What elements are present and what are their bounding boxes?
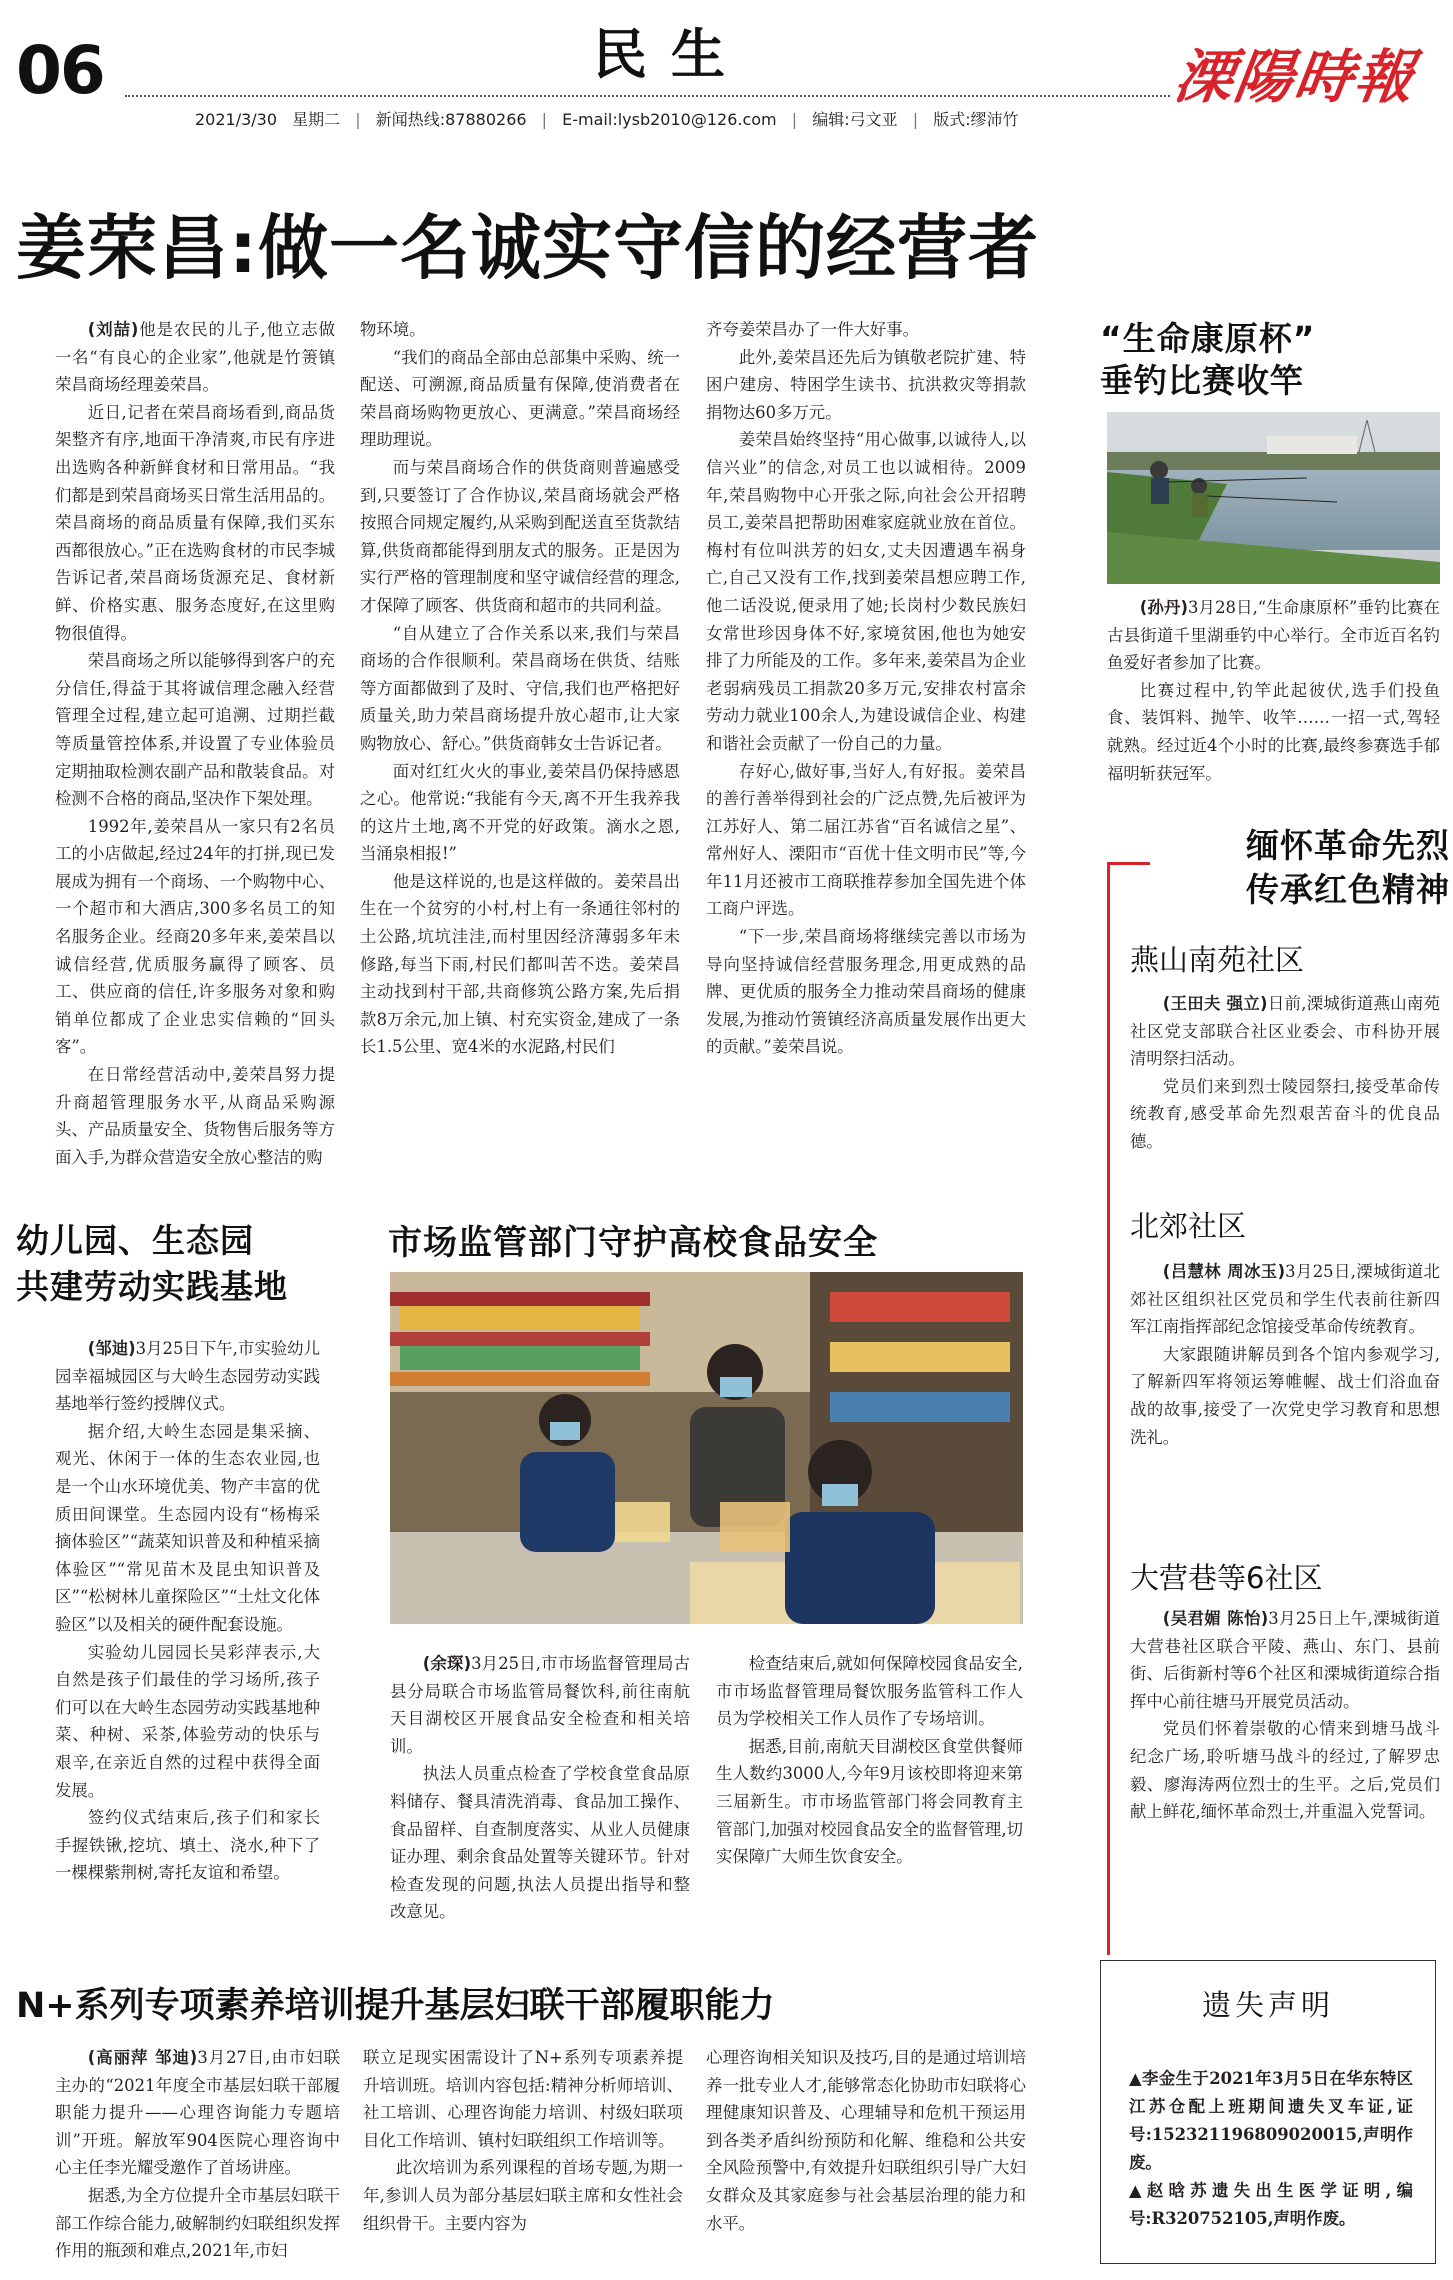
market-photo xyxy=(390,1272,1023,1624)
lost-statement-item: ▲李金生于2021年3月5日在华东特区江苏仓配上班期间遗失叉车证,证号:152321196809020015,声明作废。 xyxy=(1129,2069,1413,2172)
paragraph-text: 3月25日上午,溧城街道大营巷社区联合平陵、燕山、东门、县前街、后街新村等6个社区和溧城街道综合指挥中心前往塘马开展党员活动。 xyxy=(1130,1609,1440,1711)
community-3-title: 大营巷等6社区 xyxy=(1130,1561,1323,1595)
page-number: 06 xyxy=(16,32,104,109)
paragraph-text: 齐夸姜荣昌办了一件大好事。 xyxy=(706,320,920,339)
editor-credit: 编辑:弓文亚 xyxy=(812,110,898,129)
article-paragraph xyxy=(1130,1073,1440,1156)
fishing-scene-image xyxy=(1107,412,1440,584)
paragraph-text: 据悉,目前,南航天目湖校区食堂供餐师生人数约3000人,今年9月该校即将迎来第三届新生。市市场监管部门将会同教育主管部门,加强对校园食品安全的监督管理,切实保障广大师生饮食安全。 xyxy=(716,1736,1023,1867)
paragraph-text: 大家跟随讲解员到各个馆内参观学习,了解新四军将领运筹帷幄、战士们浴血奋战的故事,接受了一次党史学习教育和思想洗礼。 xyxy=(1130,1344,1440,1447)
paragraph-text: 面对红红火火的事业,姜荣昌仍保持感恩之心。他常说:“我能有今天,离不开生我养我的这片土地,离不开党的好政策。滴水之恩,当涌泉相报!” xyxy=(360,761,680,864)
kindergarten-headline xyxy=(16,1218,356,1310)
article-paragraph xyxy=(706,758,1026,924)
paragraph-text: 他是农民的儿子,他立志做一名“有良心的企业家”,他就是竹箦镇荣昌商场经理姜荣昌。 xyxy=(55,320,336,395)
article-paragraph xyxy=(55,813,335,1061)
article-paragraph xyxy=(55,1335,320,1418)
article-paragraph xyxy=(390,1650,690,1760)
article-paragraph xyxy=(55,399,335,647)
layout-credit: 版式:缪沛竹 xyxy=(933,110,1019,129)
fishing-headline xyxy=(1100,318,1440,402)
article-paragraph xyxy=(716,1733,1023,1871)
article-paragraph xyxy=(360,868,680,1061)
email-address: E-mail:lysb2010@126.com xyxy=(562,110,777,129)
byline: (吕慧林 周冰玉) xyxy=(1162,1262,1286,1281)
lost-statement-item: ▲赵晗苏遗失出生医学证明,编号:R320752105,声明作废。 xyxy=(1129,2181,1413,2228)
paragraph-text: 1992年,姜荣昌从一家只有2名员工的小店做起,经过24年的打拼,现已发展成为拥有一个商场、一个购物中心、一个超市和大酒店,300多名员工的知名服务企业。经商20多年来,姜荣昌以诚信经营,优质服务赢得了顾客、员工、供应商的信任,许多服务对象和购销单位都成了企业忠实信赖的“回头客”。 xyxy=(55,816,335,1057)
article-paragraph xyxy=(1130,990,1440,1073)
revolution-red-bar xyxy=(1107,862,1110,1955)
article-paragraph xyxy=(55,1804,320,1887)
paper-logo: 溧陽時報 xyxy=(1170,43,1420,111)
lead-column-1 xyxy=(55,316,335,1171)
byline: (孙丹) xyxy=(1139,598,1188,617)
article-paragraph xyxy=(1130,1605,1440,1715)
training-column-1 xyxy=(55,2044,340,2265)
article-paragraph xyxy=(55,1639,320,1805)
article-paragraph xyxy=(360,620,680,758)
paragraph-text: 日前,溧城街道燕山南苑社区党支部联合社区业委会、市科协开展清明祭扫活动。 xyxy=(1130,994,1440,1069)
fishing-headline-line1: “生命康原杯” xyxy=(1100,319,1316,358)
paragraph-text: 3月25日,溧城街道北郊社区组织社区党员和学生代表前往新四军江南指挥部纪念馆接受革命传统教育。 xyxy=(1130,1262,1440,1337)
masthead-dotted-rule xyxy=(125,95,1170,97)
byline: (余琛) xyxy=(422,1654,472,1673)
fishing-body xyxy=(1107,594,1440,787)
fishing-headline-line2: 垂钓比赛收竿 xyxy=(1100,361,1304,400)
paragraph-text: 3月27日,由市妇联主办的“2021年度全市基层妇联干部履职能力提升——心理咨询能力专题培训”开班。解放军904医院心理咨询中心主任李光耀受邀作了首场讲座。 xyxy=(55,2048,340,2178)
article-paragraph xyxy=(55,2182,340,2265)
paragraph-text: 荣昌商场之所以能够得到客户的充分信任,得益于其将诚信理念融入经营管理全过程,建立起可追溯、过期拦截等质量管控体系,并设置了专业体验员定期抽取检测农副产品和散装食品。对检测不合格的商品,坚决作下架处理。 xyxy=(55,651,335,809)
paragraph-text: 姜荣昌始终坚持“用心做事,以诚待人,以信兴业”的信念,对员工也以诚相待。2009年,荣昌购物中心开张之际,向社会公开招聘员工,姜荣昌把帮助困难家庭就业放在首位。梅村有位叫洪芳的妇女,丈夫因遭遇车祸身亡,自己又没有工作,找到姜荣昌想应聘工作,他二话没说,便录用了她;长岗村少数民族妇女常世珍因身体不好,家境贫困,他也为她安排了力所能及的工作。多年来,姜荣昌为企业老弱病残员工捐款20多万元,安排农村富余劳动力就业100余人,为建设诚信企业、构建和谐社会贡献了一份自己的力量。 xyxy=(706,430,1026,753)
community-1-title: 燕山南苑社区 xyxy=(1130,943,1305,977)
paragraph-text: 比赛过程中,钓竿此起彼伏,选手们投鱼食、装饵料、抛竿、收竿……一招一式,驾轻就熟。经过近4个小时的比赛,最终参赛选手郁福明斩获冠军。 xyxy=(1107,680,1440,783)
training-headline: N+系列专项素养培训提升基层妇联干部履职能力 xyxy=(16,1986,775,2026)
paragraph-text: 3月28日,“生命康原杯”垂钓比赛在古县街道千里湖垂钓中心举行。全市近百名钓鱼爱好者参加了比赛。 xyxy=(1107,598,1440,673)
paragraph-text: 据悉,为全方位提升全市基层妇联干部工作综合能力,破解制约妇联组织发挥作用的瓶颈和难点,2021年,市妇 xyxy=(55,2185,340,2261)
training-column-3 xyxy=(706,2044,1026,2237)
paragraph-text: “我们的商品全部由总部集中采购、统一配送、可溯源,商品质量有保障,使消费者在荣昌商场购物更放心、更满意。”荣昌商场经理助理说。 xyxy=(360,347,680,450)
lead-headline: 姜荣昌:做一名诚实守信的经营者 xyxy=(16,207,1039,289)
article-paragraph xyxy=(706,426,1026,757)
article-paragraph xyxy=(55,316,335,399)
article-paragraph xyxy=(360,344,680,454)
paragraph-text: 签约仪式结束后,孩子们和家长手握铁锹,挖坑、填土、浇水,种下了一棵棵紫荆树,寄托友谊和希望。 xyxy=(55,1808,320,1883)
lost-statement-body xyxy=(1129,2065,1413,2233)
article-paragraph xyxy=(1130,1258,1440,1341)
article-paragraph xyxy=(706,344,1026,427)
paragraph-text: “自从建立了合作关系以来,我们与荣昌商场的合作很顺利。荣昌商场在供货、结账等方面都做到了及时、守信,我们也严格把好质量关,助力荣昌商场提升放心超市,让大家购物放心、舒心。”供货商韩女士告诉记者。 xyxy=(360,623,680,753)
market-headline: 市场监管部门守护高校食品安全 xyxy=(388,1223,878,1263)
paragraph-text: 而与荣昌商场合作的供货商则普遍感受到,只要签订了合作协议,荣昌商场就会严格按照合同规定履约,从采购到配送直至货款结算,供货商都能得到朋友式的服务。正是因为实行严格的管理制度和坚守诚信经营的理念,才保障了顾客、供货商和超市的共同利益。 xyxy=(360,457,680,615)
article-paragraph xyxy=(363,2044,683,2154)
paragraph-text: 检查结束后,就如何保障校园食品安全,市市场监督管理局餐饮服务监管科工作人员为学校相关工作人员作了专场培训。 xyxy=(716,1654,1023,1729)
article-paragraph xyxy=(360,316,680,344)
kindergarten-headline-line2: 共建劳动实践基地 xyxy=(16,1267,288,1306)
paragraph-text: 他是这样说的,也是这样做的。姜荣昌出生在一个贫穷的小村,村上有一条通往邻村的土公路,坑坑洼洼,而村里因经济薄弱多年未修路,每当下雨,村民们都叫苦不迭。姜荣昌主动找到村干部,共商修筑公路方案,先后捐款8万余元,加上镇、村充实资金,建成了一条长1.5公里、宽4米的水泥路,村民们 xyxy=(360,871,680,1057)
lost-statement-box xyxy=(1100,1960,1436,2264)
paragraph-text: 联立足现实困需设计了N+系列专项素养提升培训班。培训内容包括:精神分析师培训、社工培训、心理咨询能力培训、村级妇联项目化工作培训、镇村妇联组织工作培训等。 xyxy=(363,2048,683,2150)
news-hotline: 新闻热线:87880266 xyxy=(375,110,527,129)
paragraph-text: 在日常经营活动中,姜荣昌努力提升商超管理服务水平,从商品采购源头、产品质量安全、货物售后服务等方面入手,为群众营造安全放心整洁的购 xyxy=(55,1065,335,1167)
revolution-headline-line1: 缅怀革命先烈 xyxy=(1246,826,1450,865)
paragraph-text: 存好心,做好事,当好人,有好报。姜荣昌的善行善举得到社会的广泛点赞,先后被评为江苏好人、第二届江苏省“百名诚信之星”、常州好人、溧阳市“百优十佳文明市民”等,今年11月还被市工商联推荐参加全国先进个体工商户评选。 xyxy=(706,761,1026,919)
paragraph-text: 执法人员重点检查了学校食堂食品原料储存、餐具清洗消毒、食品加工操作、食品留样、自查制度落实、从业人员健康证办理、剩余食品处置等关键环节。针对检查发现的问题,执法人员提出指导和整改意见。 xyxy=(390,1764,690,1922)
community-3-body xyxy=(1130,1605,1440,1826)
article-paragraph xyxy=(706,316,1026,344)
kindergarten-body xyxy=(55,1335,320,1887)
lost-statement-title: 遗失声明 xyxy=(1201,1988,1334,2022)
article-paragraph xyxy=(363,2154,683,2237)
market-column-1 xyxy=(390,1650,690,1926)
byline: (刘喆) xyxy=(87,320,139,339)
lead-column-3 xyxy=(706,316,1026,1061)
article-paragraph xyxy=(1107,677,1440,787)
article-paragraph xyxy=(390,1760,690,1926)
paragraph-text: 党员们怀着崇敬的心情来到塘马战斗纪念广场,聆听塘马战斗的经过,了解罗忠毅、廖海涛两位烈士的生平。之后,党员们献上鲜花,缅怀革命烈士,并重温入党誓词。 xyxy=(1130,1719,1440,1822)
community-2-body xyxy=(1130,1258,1440,1451)
paragraph-text: 心理咨询相关知识及技巧,目的是通过培训培养一批专业人才,能够常态化协助市妇联将心理健康知识普及、心理辅导和危机干预运用到各类矛盾纠纷预防和化解、维稳和公共安全风险预警中,有效提升妇联组织引导广大妇女群众及其家庭参与社会基层治理的能力和水平。 xyxy=(706,2048,1026,2233)
paragraph-text: 此外,姜荣昌还先后为镇敬老院扩建、特困户建房、特困学生读书、抗洪救灾等捐款捐物达60多万元。 xyxy=(706,347,1026,422)
article-paragraph xyxy=(706,2044,1026,2237)
article-paragraph xyxy=(1130,1341,1440,1451)
community-1-body xyxy=(1130,990,1440,1156)
byline: (王田夫 强立) xyxy=(1162,994,1268,1013)
revolution-headline xyxy=(1150,824,1450,912)
paragraph-text: 党员们来到烈士陵园祭扫,接受革命传统教育,感受革命先烈艰苦奋斗的优良品德。 xyxy=(1130,1076,1440,1151)
article-paragraph xyxy=(706,923,1026,1061)
article-paragraph xyxy=(55,1418,320,1639)
section-title: 民生 xyxy=(593,23,749,86)
article-paragraph xyxy=(1130,1715,1440,1825)
paragraph-text: 实验幼儿园园长吴彩萍表示,大自然是孩子们最佳的学习场所,孩子们可以在大岭生态园劳动实践基地种菜、种树、采茶,体验劳动的快乐与艰辛,在亲近自然的过程中获得全面发展。 xyxy=(55,1642,320,1800)
shop-inspection-image xyxy=(390,1272,1023,1624)
paragraph-text: 3月25日,市市场监督管理局古县分局联合市场监管局餐饮科,前往南航天目湖校区开展食品安全检查和相关培训。 xyxy=(390,1654,690,1756)
paragraph-text: 3月25日下午,市实验幼儿园幸福城园区与大岭生态园劳动实践基地举行签约授牌仪式。 xyxy=(55,1339,320,1414)
paragraph-text: 物环境。 xyxy=(360,320,426,339)
byline: (吴君媚 陈怡) xyxy=(1162,1609,1269,1628)
fishing-photo xyxy=(1107,412,1440,584)
paragraph-text: 此次培训为系列课程的首场专题,为期一年,参训人员为部分基层妇联主席和女性社会组织骨干。主要内容为 xyxy=(363,2158,683,2233)
revolution-headline-line2: 传承红色精神 xyxy=(1246,870,1450,909)
paragraph-text: “下一步,荣昌商场将继续完善以市场为导向坚持诚信经营服务理念,用更成熟的品牌、更优质的服务全力推动荣昌商场的健康发展,为推动竹箦镇经济高质量发展作出更大的贡献。”姜荣昌说。 xyxy=(706,927,1026,1057)
training-column-2 xyxy=(363,2044,683,2237)
article-paragraph xyxy=(360,454,680,620)
article-paragraph xyxy=(360,758,680,868)
article-paragraph xyxy=(55,2044,340,2182)
masthead-info-bar: 2021/3/30 星期二 | 新闻热线:87880266 | E-mail:lysb2010@126.com | 编辑:弓文亚 | 版式:缪沛竹 xyxy=(195,110,1019,129)
lead-column-2 xyxy=(360,316,680,1061)
community-2-title: 北郊社区 xyxy=(1130,1209,1247,1243)
article-paragraph xyxy=(1107,594,1440,677)
market-column-2 xyxy=(716,1650,1023,1871)
byline: (高丽萍 邹迪) xyxy=(87,2048,198,2067)
issue-weekday: 星期二 xyxy=(292,110,341,129)
article-paragraph xyxy=(55,1061,335,1171)
paragraph-text: 据介绍,大岭生态园是集采摘、观光、休闲于一体的生态农业园,也是一个山水环境优美、物产丰富的优质田间课堂。生态园内设有“杨梅采摘体验区”“蔬菜知识普及和种植采摘体验区”“常见苗木及昆虫知识普及区”“松树林儿童探险区”“土灶文化体验区”以及相关的硬件配套设施。 xyxy=(55,1421,320,1634)
paragraph-text: 近日,记者在荣昌商场看到,商品货架整齐有序,地面干净清爽,市民有序进出选购各种新鲜食材和日常用品。“我们都是到荣昌商场买日常生活用品的。荣昌商场的商品质量有保障,我们买东西都很放心。”正在选购食材的市民李城告诉记者,荣昌商场货源充足、食材新鲜、价格实惠、服务态度好,在这里购物很值得。 xyxy=(55,402,335,643)
issue-date: 2021/3/30 xyxy=(195,110,278,129)
article-paragraph xyxy=(55,647,335,813)
byline: (邹迪) xyxy=(87,1339,136,1358)
article-paragraph xyxy=(716,1650,1023,1733)
kindergarten-headline-line1: 幼儿园、生态园 xyxy=(16,1221,254,1260)
